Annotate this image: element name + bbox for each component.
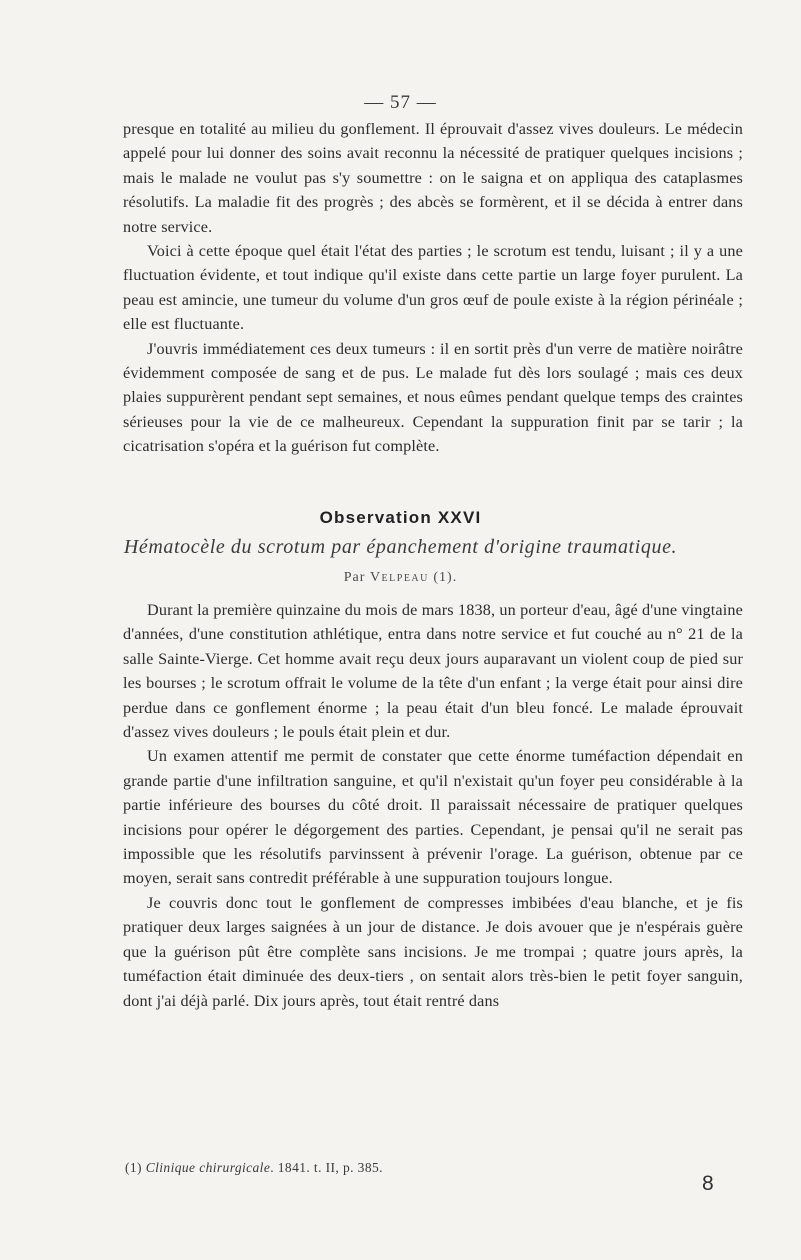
paragraph: Un examen attentif me permit de constater que cette énorme tuméfaction dépendait en grande partie d'une infiltration sanguine, et qu'il n'existait qu'un foyer peu considérable à la partie inférieure des bourses du côté droit. Il paraissait nécessaire de pratiquer quelques incisions pour opérer le dégorgement des parties. Cependant, je pensai qu'il ne serait pas impossible que les résolutifs parvinssent à prévenir l'orage. La guérison, obtenue par ce moyen, serait sans contredit préférable à une suppuration toujours longue. xyxy=(123,747,743,888)
top-text-block xyxy=(123,117,743,459)
observation-subtitle: Hématocèle du scrotum par épanchement d'origine traumatique. xyxy=(123,536,678,558)
footnote-rest: . 1841. t. II, p. 385. xyxy=(270,1160,383,1175)
paragraph: J'ouvris immédiatement ces deux tumeurs : il en sortit près d'un verre de matière noirâtre évidemment composée de sang et de pus. Le malade fut dès lors soulagé ; mais ces deux plaies suppurèrent pendant sept semaines, et nous eûmes pendant quelque temps des craintes sérieuses pour la vie de ce malheureux. Cependant la suppuration finit par se tarir ; la cicatrisation s'opéra et la guérison fut complète. xyxy=(123,339,743,456)
observation-heading: Observation XXVI xyxy=(319,508,482,527)
author-note: (1). xyxy=(428,570,458,585)
footnote-marker: (1) xyxy=(125,1160,146,1175)
author-prefix: Par xyxy=(343,570,370,585)
paragraph: Je couvris donc tout le gonflement de compresses imbibées d'eau blanche, et je fis pratiquer deux larges saignées à un jour de distance. Je dois avouer que je n'espérais guère que la guérison pût être complète sans incisions. Je me trompai ; quatre jours après, la tuméfaction était diminuée des deux-tiers , on sentait alors très-bien le petit foyer sanguin, dont j'ai déjà parlé. Dix jours après, tout était rentré dans xyxy=(123,893,743,1010)
author-name: Velpeau xyxy=(369,570,429,585)
observation-author xyxy=(0,570,801,586)
paragraph: presque en totalité au milieu du gonflement. Il éprouvait d'assez vives douleurs. Le médecin appelé pour lui donner des soins avait reconnu la nécessité de pratiquer quelques incisions ; mais le malade ne voulut pas s'y soumettre : on le saigna et on appliqua des cataplasmes résolutifs. La maladie fit des progrès ; des abcès se formèrent, et il se décida à entrer dans notre service. xyxy=(123,120,743,236)
page-number: — 57 — xyxy=(364,92,437,113)
paragraph: Voici à cette époque quel était l'état des parties ; le scrotum est tendu, luisant ; il y a une fluctuation évidente, et tout indique qu'il existe dans cette partie un large foyer purulent. La peau est amincie, une tumeur du volume d'un gros œuf de poule existe à la région périnéale ; elle est fluctuante. xyxy=(123,242,743,334)
footnote-title: Clinique chirurgicale xyxy=(145,1160,271,1175)
paragraph: Durant la première quinzaine du mois de mars 1838, un porteur d'eau, âgé d'une vingtaine d'années, d'une constitution athlétique, entra dans notre service et fut couché au n° 21 de la salle Sainte-Vierge. Cet homme avait reçu deux jours auparavant un violent coup de pied sur les bourses ; le scrotum offrait le volume de la tête d'un enfant ; la verge était pour ainsi dire perdue dans ce gonflement énorme ; la peau était d'un bleu foncé. Le malade éprouvait d'assez vives douleurs ; le pouls était plein et dur. xyxy=(123,601,743,742)
signature-mark: 8 xyxy=(702,1172,714,1195)
observation-text-block xyxy=(123,598,743,1013)
footnote xyxy=(125,1160,383,1176)
